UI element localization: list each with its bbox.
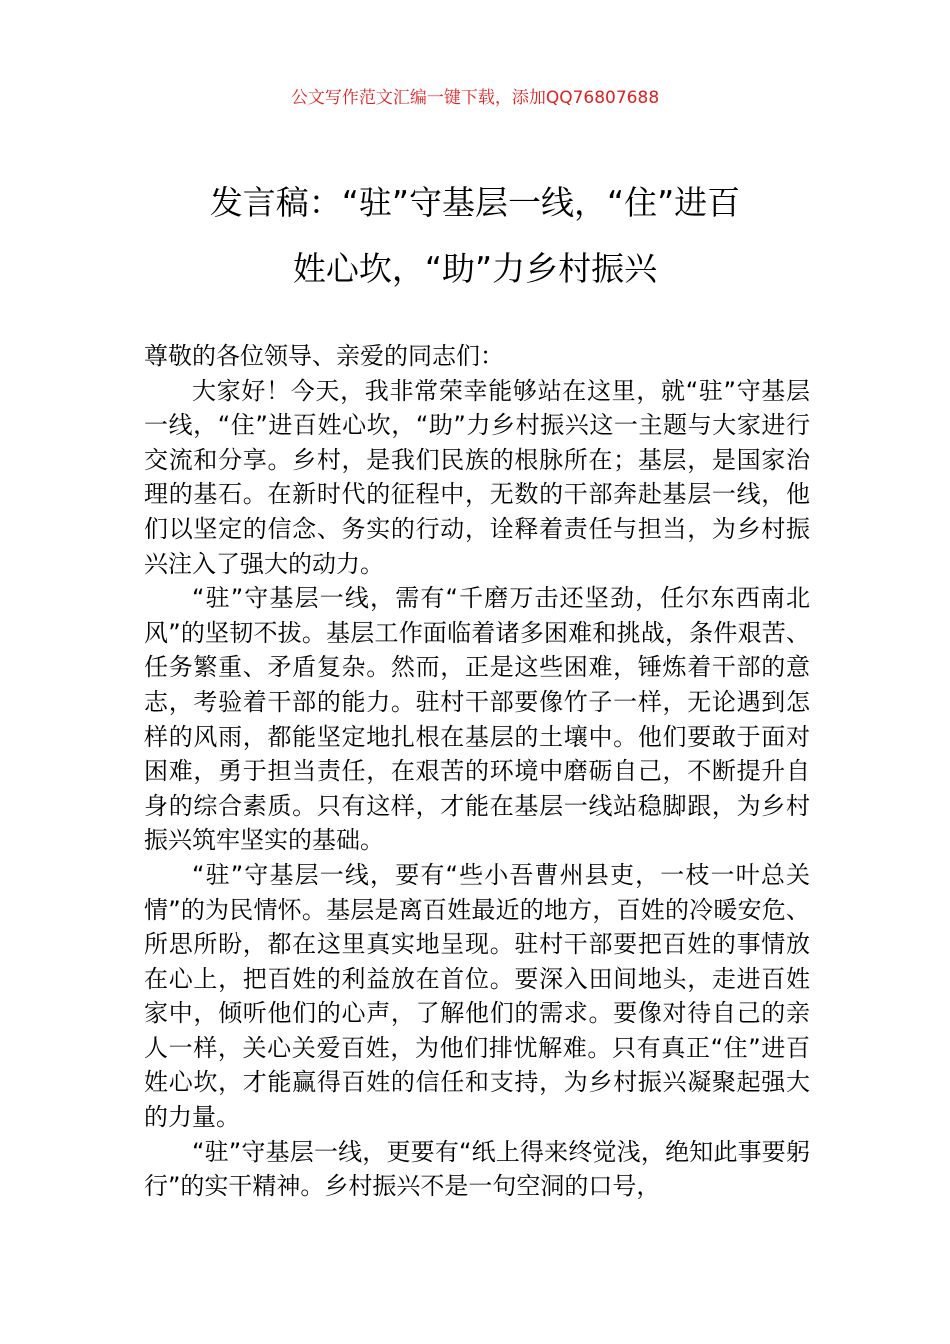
document-body [144, 339, 810, 1204]
paragraph-2: “驻”守基层一线，需有“千磨万击还坚劲，任尔东西南北风”的坚韧不拔。基层工作面临着诸多困难和挑战，条件艰苦、任务繁重、矛盾复杂。然而，正是这些困难，锤炼着干部的意志，考验着干部的能力。驻村干部要像竹子一样，无论遇到怎样的风雨，都能坚定地扎根在基层的土壤中。他们要敢于面对困难，勇于担当责任，在艰苦的环境中磨砺自己，不断提升自身的综合素质。只有这样，才能在基层一线站稳脚跟，为乡村振兴筑牢坚实的基础。 [144, 584, 810, 855]
title-line-1: 发言稿：“驻”守基层一线，“住”进百 [209, 183, 741, 222]
promo-header: 公文写作范文汇编一键下载，添加QQ76807688 [290, 88, 660, 108]
paragraph-4: “驻”守基层一线，更要有“纸上得来终觉浅，绝知此事要躬行”的实干精神。乡村振兴不是一句空洞的口号， [144, 1137, 810, 1201]
salutation: 尊敬的各位领导、亲爱的同志们： [144, 342, 504, 370]
document-title [120, 170, 830, 302]
paragraph-1: 大家好！今天，我非常荣幸能够站在这里，就“驻”守基层一线，“住”进百姓心坎，“助”力乡村振兴这一主题与大家进行交流和分享。乡村，是我们民族的根脉所在；基层，是国家治理的基石。在新时代的征程中，无数的干部奔赴基层一线，他们以坚定的信念、务实的行动，诠释着责任与担当，为乡村振兴注入了强大的动力。 [144, 376, 810, 578]
title-line-2: 姓心坎，“助”力乡村振兴 [292, 249, 658, 288]
paragraph-3: “驻”守基层一线，要有“些小吾曹州县吏，一枝一叶总关情”的为民情怀。基层是离百姓最近的地方，百姓的冷暖安危、所思所盼，都在这里真实地呈现。驻村干部要把百姓的事情放在心上，把百姓的利益放在首位。要深入田间地头，走进百姓家中，倾听他们的心声，了解他们的需求。要像对待自己的亲人一样，关心关爱百姓，为他们排忧解难。只有真正“住”进百姓心坎，才能赢得百姓的信任和支持，为乡村振兴凝聚起强大的力量。 [144, 860, 810, 1132]
